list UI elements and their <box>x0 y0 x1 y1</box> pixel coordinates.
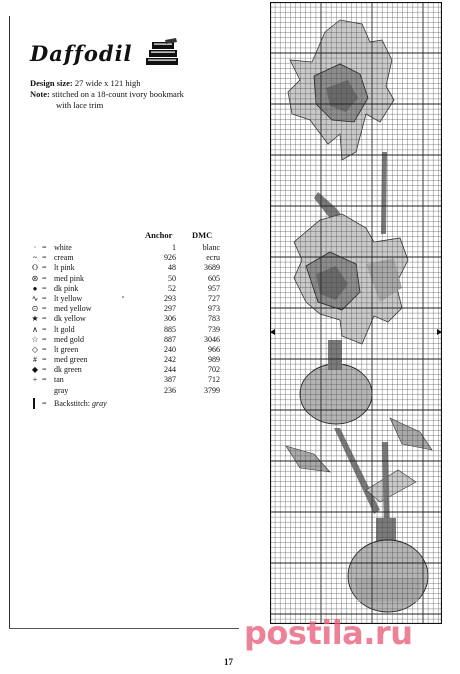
page-title: Daffodil <box>30 40 133 66</box>
backstitch-color: gray <box>92 398 107 408</box>
key-color-name: dk green <box>54 365 82 375</box>
upper-stem <box>381 152 387 234</box>
key-equals: = <box>42 355 47 365</box>
key-symbol: ● <box>32 283 38 293</box>
key-symbol: ∿ <box>31 293 39 303</box>
key-anchor-number: 52 <box>168 283 176 293</box>
key-anchor-number: 48 <box>168 263 176 273</box>
key-row <box>30 253 240 263</box>
key-equals: = <box>42 293 47 303</box>
key-row <box>30 243 240 253</box>
anchor-header: Anchor <box>145 230 173 240</box>
key-color-name: med gold <box>54 334 84 344</box>
key-dmc-number: 783 <box>208 314 220 324</box>
key-color-name: med pink <box>54 273 84 283</box>
backstitch-label-text: Backstitch: <box>54 398 90 408</box>
key-equals: = <box>42 365 47 375</box>
key-equals: = <box>42 344 47 354</box>
key-color-name: lt gold <box>54 324 75 334</box>
note-line <box>30 89 250 100</box>
key-equals: = <box>42 324 47 334</box>
key-row <box>30 263 240 273</box>
design-info <box>30 78 250 111</box>
key-equals: = <box>42 334 47 344</box>
cross-stitch-chart <box>270 2 442 624</box>
key-dmc-number: 973 <box>208 304 220 314</box>
key-symbol: ◇ <box>31 344 39 354</box>
key-rows <box>30 243 240 409</box>
key-color-name: lt green <box>54 344 79 354</box>
key-row <box>30 355 240 365</box>
key-anchor-number: 885 <box>164 324 176 334</box>
stray-dot <box>122 296 124 298</box>
key-anchor-number: 244 <box>164 365 176 375</box>
left-margin-rule <box>9 16 10 628</box>
key-color-name: dk pink <box>54 283 79 293</box>
note-text-1: stitched on a 18-count ivory bookmark <box>51 89 184 99</box>
key-symbol: ⊙ <box>31 304 39 314</box>
page-number: 17 <box>224 657 233 667</box>
key-dmc-number: 702 <box>208 365 220 375</box>
key-row <box>30 365 240 375</box>
design-size-line <box>30 78 250 89</box>
key-symbol: · <box>33 243 37 252</box>
key-color-name: gray <box>54 385 69 395</box>
key-row <box>30 274 240 284</box>
design-size-label: Design size: <box>30 78 73 88</box>
key-row <box>30 345 240 355</box>
key-dmc-number: 957 <box>208 283 220 293</box>
key-color-name: lt yellow <box>54 293 83 303</box>
key-dmc-number: blanc <box>202 243 220 252</box>
key-symbol: ◆ <box>31 365 39 375</box>
bottom-bulb-shade <box>354 578 422 602</box>
key-equals: = <box>42 398 47 408</box>
key-anchor-number: 887 <box>164 334 176 344</box>
key-anchor-number: 242 <box>164 355 176 365</box>
key-color-name: cream <box>54 253 74 263</box>
key-anchor-number: 1 <box>172 243 176 252</box>
note-label: Note: <box>30 89 50 99</box>
backstitch-label <box>54 398 107 409</box>
key-symbol: + <box>32 375 38 385</box>
key-equals: = <box>42 253 47 263</box>
key-anchor-number: 293 <box>164 293 176 303</box>
key-row <box>30 386 240 396</box>
key-symbol: ∧ <box>32 324 38 334</box>
key-symbol: ⊛ <box>31 273 39 283</box>
key-equals: = <box>42 263 47 273</box>
key-anchor-number: 240 <box>164 344 176 354</box>
key-symbol: ★ <box>31 314 39 324</box>
key-color-name: lt pink <box>54 263 75 273</box>
note-text-2: with lace trim <box>56 100 104 110</box>
title-block <box>30 38 181 68</box>
key-anchor-number: 926 <box>164 253 176 263</box>
backstitch-line-icon <box>33 398 35 409</box>
key-anchor-number: 306 <box>164 314 176 324</box>
key-color-name: white <box>54 243 72 252</box>
key-row <box>30 294 240 304</box>
key-dmc-number: 712 <box>208 375 220 385</box>
key-dmc-number: ecru <box>206 253 220 263</box>
key-row <box>30 335 240 345</box>
key-dmc-number: 739 <box>208 324 220 334</box>
key-color-name: dk yellow <box>54 314 86 324</box>
key-equals: = <box>42 304 47 314</box>
key-equals: = <box>42 375 47 385</box>
key-dmc-number: 966 <box>208 344 220 354</box>
key-dmc-number: 3689 <box>204 263 220 273</box>
key-symbol: O <box>32 263 38 273</box>
key-symbol: # <box>33 355 37 365</box>
key-equals: = <box>42 283 47 293</box>
key-color-name: tan <box>54 375 64 385</box>
middle-bulb-neck <box>328 340 342 370</box>
dmc-header: DMC <box>192 230 213 240</box>
backstitch-row <box>30 398 240 409</box>
bottom-bulb-neck <box>376 518 396 542</box>
key-equals: = <box>42 243 47 252</box>
key-anchor-number: 297 <box>164 304 176 314</box>
key-row <box>30 314 240 324</box>
key-row <box>30 375 240 385</box>
key-symbol: ~ <box>32 253 38 263</box>
key-anchor-number: 50 <box>168 273 176 283</box>
key-dmc-number: 3799 <box>204 385 220 395</box>
key-dmc-number: 605 <box>208 273 220 283</box>
design-size-value: 27 wide x 121 high <box>74 78 141 88</box>
key-equals: = <box>42 273 47 283</box>
bottom-rule <box>9 628 239 629</box>
key-dmc-number: 727 <box>208 293 220 303</box>
watermark-text: postila.ru <box>244 614 413 652</box>
key-color-name: med green <box>54 355 88 365</box>
key-anchor-number: 236 <box>164 385 176 395</box>
key-row <box>30 325 240 335</box>
key-dmc-number: 989 <box>208 355 220 365</box>
key-dmc-number: 3046 <box>204 334 220 344</box>
book-stack-icon <box>143 38 181 68</box>
key-anchor-number: 387 <box>164 375 176 385</box>
key-equals: = <box>42 314 47 324</box>
key-row <box>30 284 240 294</box>
key-symbol: ☆ <box>31 334 39 344</box>
note-line-2 <box>30 100 250 111</box>
key-row <box>30 304 240 314</box>
key-color-name: med yellow <box>54 304 92 314</box>
